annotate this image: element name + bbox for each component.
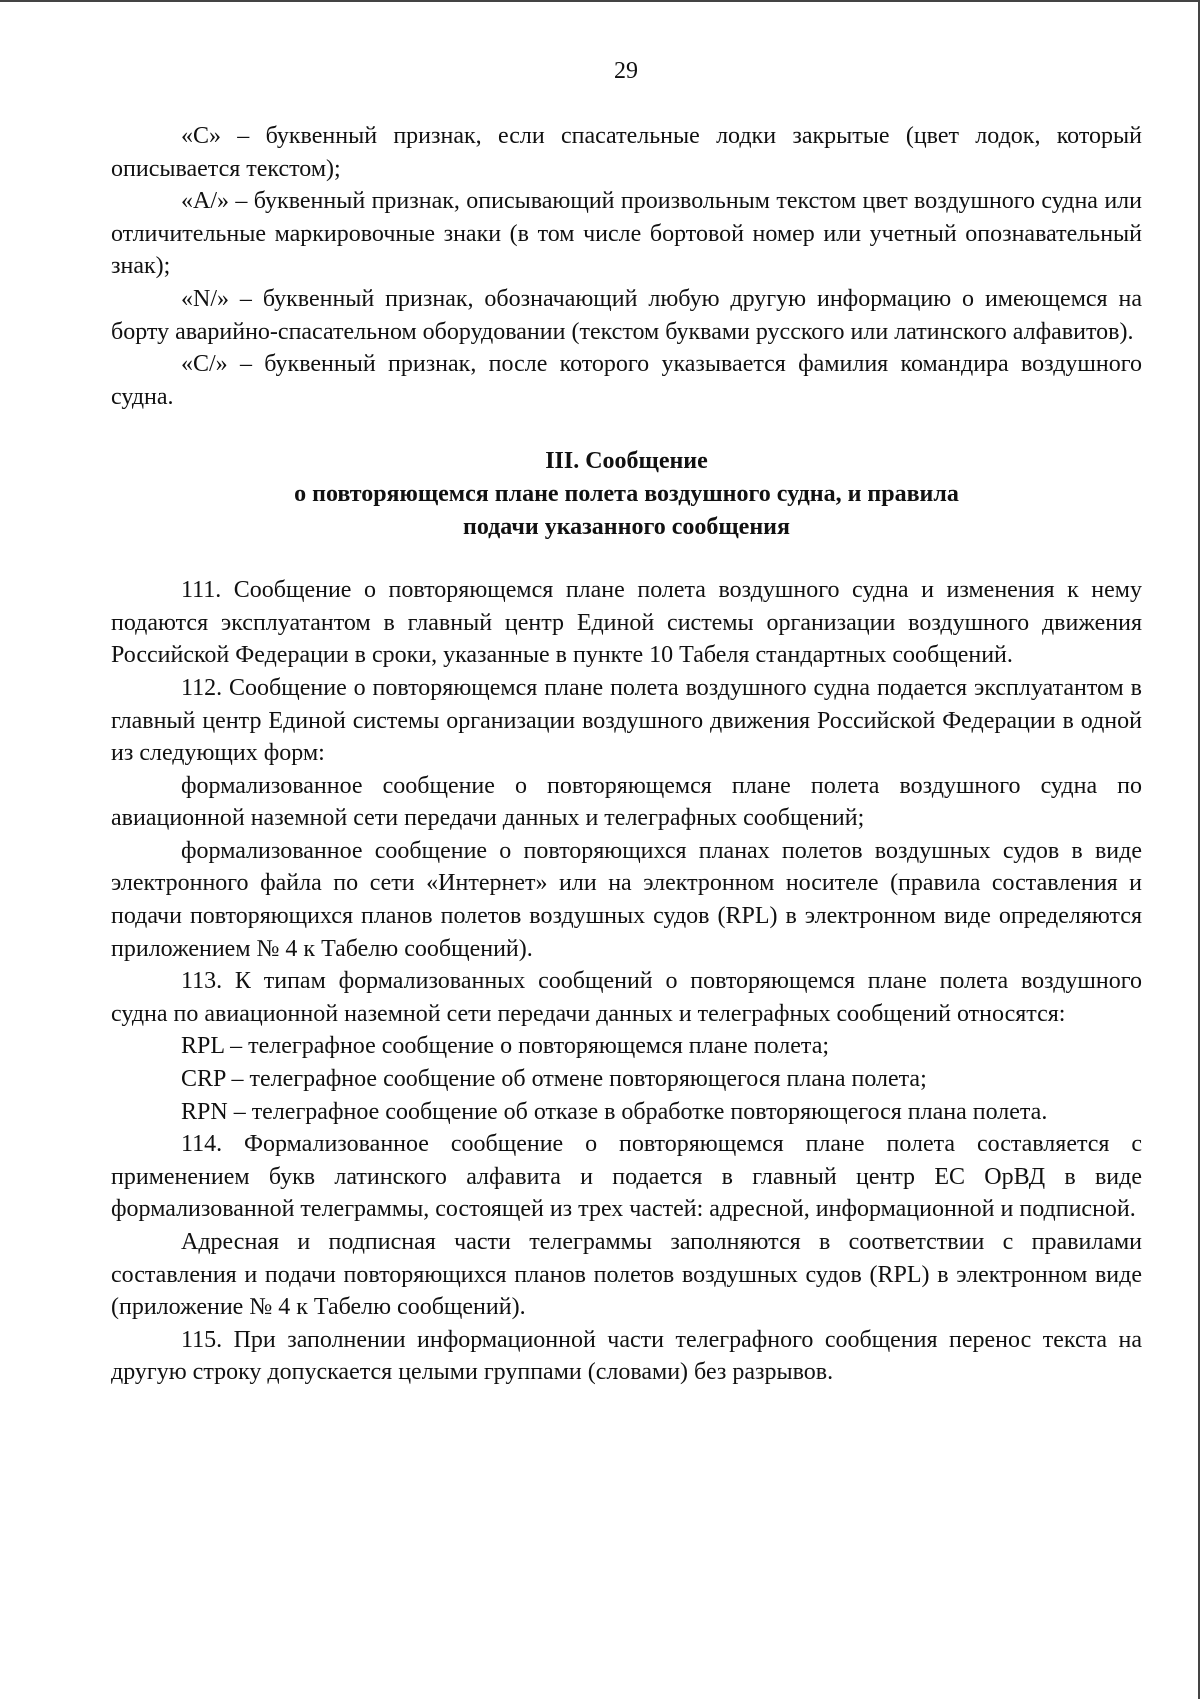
paragraph-113-rpl: RPL – телеграфное сообщение о повторяющемся плане полета; [181, 1033, 830, 1060]
paragraph-111: 111. Сообщение о повторяющемся плане полета воздушного судна и изменения к нему подаются эксплуатантом в главный центр Единой системы организации воздушного движения Российской Федерации в сроки, указанные в пункте 10 Табеля стандартных сообщений. [111, 577, 1142, 669]
paragraph-letter-c: «C» – буквенный признак, если спасательные лодки закрытые (цвет лодок, который описывается текстом); [111, 123, 1142, 182]
paragraph-113: 113. К типам формализованных сообщений о повторяющемся плане полета воздушного судна по авиационной наземной сети передачи данных и телеграфных сообщений относятся: [111, 968, 1142, 1027]
section-heading-line-1: III. Сообщение [545, 448, 708, 475]
page-number: 29 [614, 58, 638, 84]
section-heading-line-3: подачи указанного сообщения [463, 513, 790, 540]
document-body [111, 120, 1142, 1389]
section-heading [111, 445, 1142, 543]
paragraph-112-form-1: формализованное сообщение о повторяющемся плане полета воздушного судна по авиационной наземной сети передачи данных и телеграфных сообщений; [111, 772, 1142, 832]
paragraph-113-rpn: RPN – телеграфное сообщение об отказе в обработке повторяющегося плана полета. [181, 1098, 1048, 1125]
paragraph-115: 115. При заполнении информационной части телеграфного сообщения перенос текста на другую строку допускается целыми группами (словами) без разрывов. [111, 1326, 1142, 1386]
paragraph-114: 114. Формализованное сообщение о повторяющемся плане полета составляется с применением букв латинского алфавита и подается в главный центр ЕС ОрВД в виде формализованной телеграммы, состоящей из трех частей: адресной, информационной и подписной. [111, 1131, 1142, 1223]
paragraph-112-form-2: формализованное сообщение о повторяющихся планах полетов воздушных судов в виде электронного файла по сети «Интернет» или на электронном носителе (правила составления и подачи повторяющихся планов полетов воздушных судов (RPL) в электронном виде определяются приложением № 4 к Табелю сообщений). [111, 837, 1142, 962]
section-heading-line-2: о повторяющемся плане полета воздушного судна, и правила [294, 480, 959, 507]
paragraph-letter-a: «A/» – буквенный признак, описывающий произвольным текстом цвет воздушного судна или отличительные маркировочные знаки (в том числе бортовой номер или учетный опознавательный знак); [111, 188, 1142, 280]
paragraph-114-address: Адресная и подписная части телеграммы заполняются в соответствии с правилами составления и подачи повторяющихся планов полетов воздушных судов (RPL) в электронном виде (приложение № 4 к Табелю сообщений). [111, 1229, 1142, 1321]
paragraph-letter-n: «N/» – буквенный признак, обозначающий любую другую информацию о имеющемся на борту аварийно-спасательном оборудовании (текстом буквами русского или латинского алфавитов). [111, 285, 1142, 345]
scan-border-top [0, 0, 1200, 2]
paragraph-113-crp: CRP – телеграфное сообщение об отмене повторяющегося плана полета; [181, 1066, 927, 1093]
paragraph-letter-c-slash: «C/» – буквенный признак, после которого указывается фамилия командира воздушного судна. [111, 351, 1142, 410]
paragraph-112: 112. Сообщение о повторяющемся плане полета воздушного судна подается эксплуатантом в главный центр Единой системы организации воздушного движения Российской Федерации в одной из следующих форм: [111, 674, 1142, 767]
